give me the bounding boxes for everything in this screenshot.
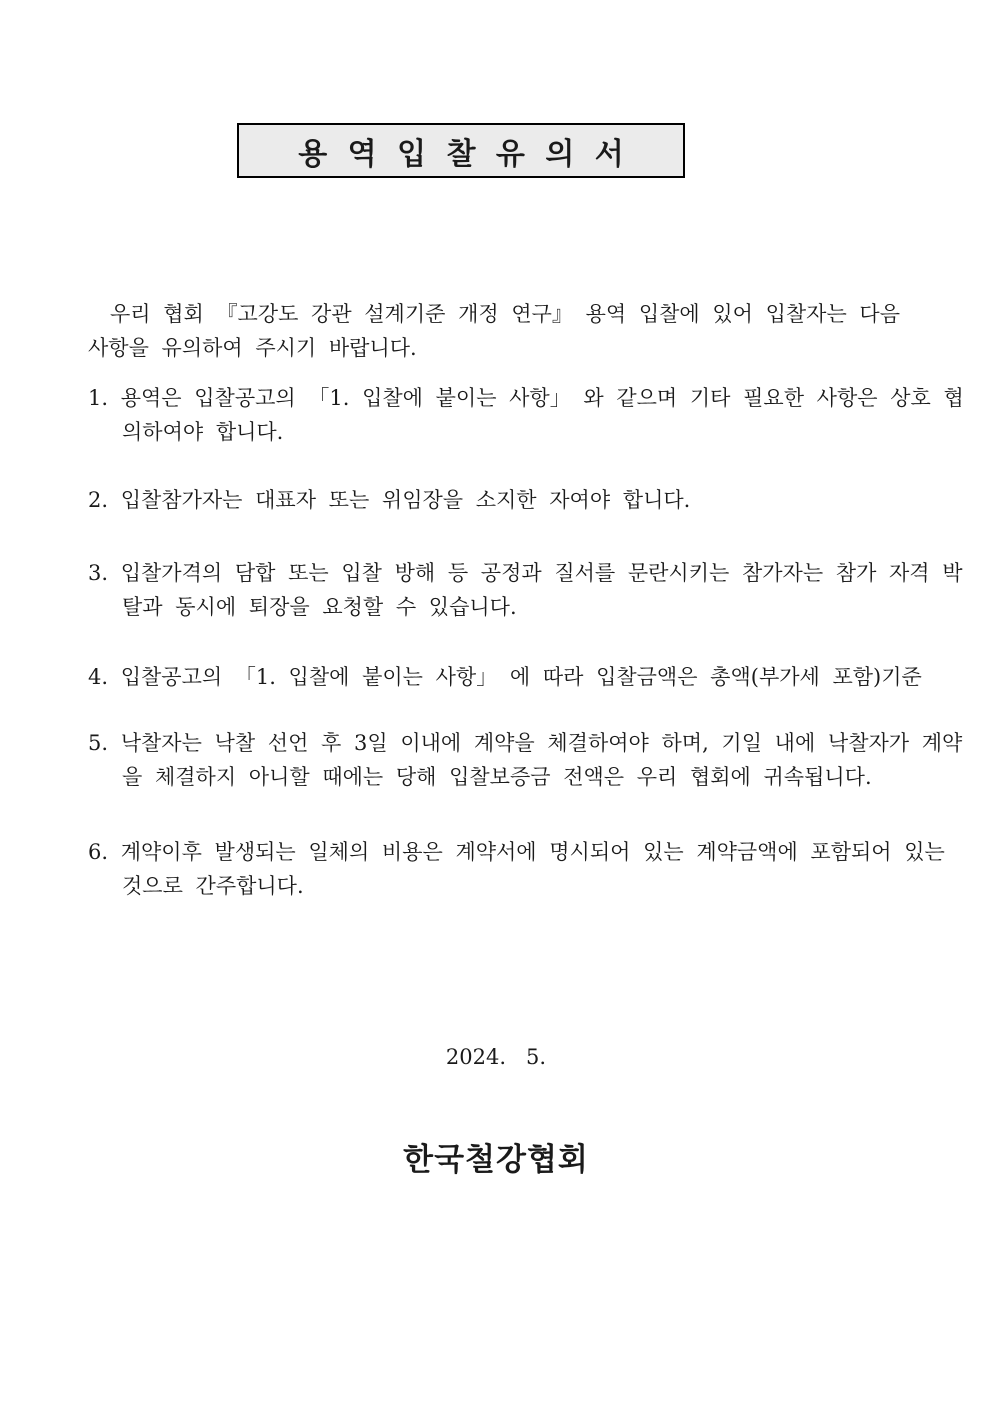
document-date: 2024. 5. <box>445 1045 547 1069</box>
intro-paragraph: 우리 협회 『고강도 강관 설계기준 개정 연구』 용역 입찰에 있어 입찰자는 다음 사항을 유의하여 주시기 바랍니다. <box>88 302 901 360</box>
item-text: 입찰공고의 「1. 입찰에 붙이는 사항」 에 따라 입찰금액은 총액(부가세 포함)기준 <box>120 665 922 689</box>
list-item <box>88 483 970 517</box>
organization-name: 한국철강협회 <box>403 1142 589 1178</box>
item-number: 6. <box>88 840 109 864</box>
item-text: 낙찰자는 낙찰 선언 후 3일 이내에 계약을 체결하여야 하며, 기일 내에 낙찰자가 계약을 체결하지 아니할 때에는 당해 입찰보증금 전액은 우리 협회에 귀속됩니다. <box>120 731 963 789</box>
list-item <box>88 660 970 694</box>
item-text: 용역은 입찰공고의 「1. 입찰에 붙이는 사항」 와 같으며 기타 필요한 사항은 상호 협의하여야 합니다. <box>120 386 964 444</box>
item-number: 1. <box>88 386 109 410</box>
item-number: 4. <box>88 665 109 689</box>
list-item <box>88 556 970 624</box>
item-number: 2. <box>88 488 109 512</box>
item-number: 3. <box>88 561 109 585</box>
item-text: 계약이후 발생되는 일체의 비용은 계약서에 명시되어 있는 계약금액에 포함되어 있는 것으로 간주합니다. <box>120 840 945 898</box>
item-number: 5. <box>88 731 109 755</box>
item-text: 입찰참가자는 대표자 또는 위임장을 소지한 자여야 합니다. <box>120 488 691 512</box>
list-item <box>88 835 970 903</box>
list-item <box>88 381 970 449</box>
list-item <box>88 726 970 794</box>
title-box <box>237 123 685 178</box>
item-text: 입찰가격의 담합 또는 입찰 방해 등 공정과 질서를 문란시키는 참가자는 참가 자격 박탈과 동시에 퇴장을 요청할 수 있습니다. <box>120 561 963 619</box>
page-title: 용 역 입 찰 유 의 서 <box>298 136 629 172</box>
